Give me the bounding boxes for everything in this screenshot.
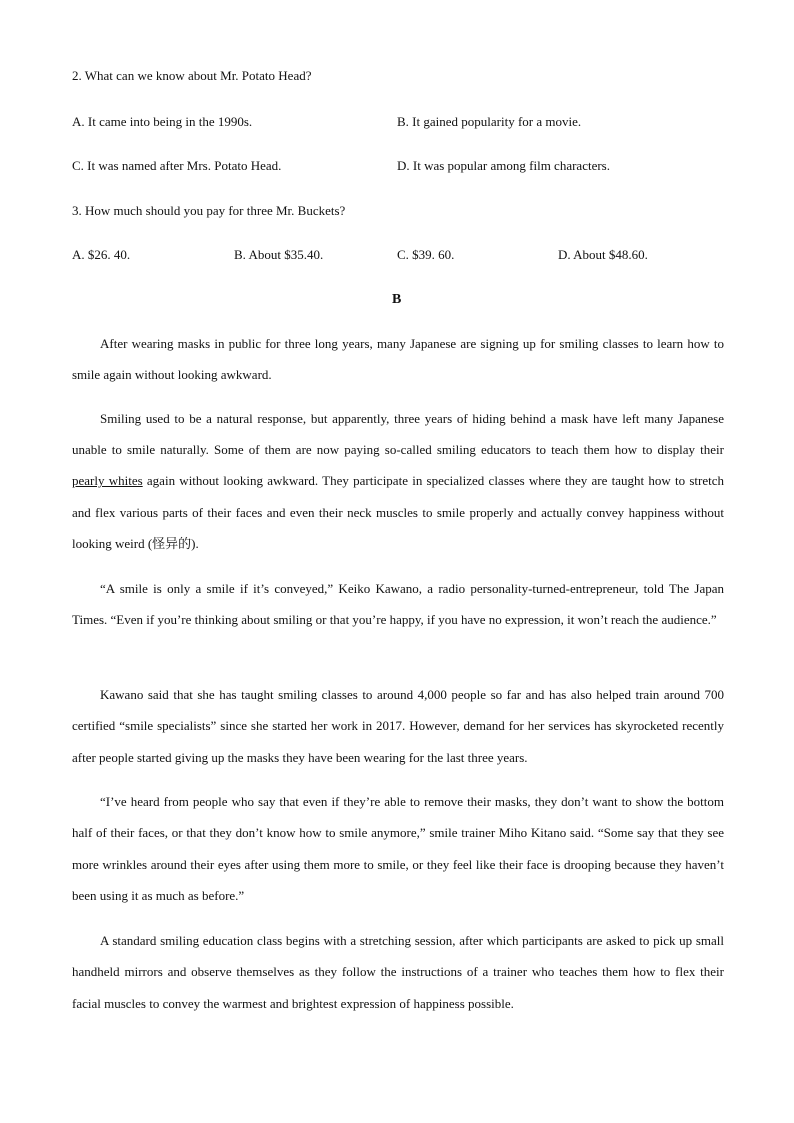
passage-paragraph-4: Kawano said that she has taught smiling classes to around 4,000 people so far and has also helped train around 700 certified “smile specialists” since she started her work in 2017. However, demand for her services has skyrocketed recently after people started giving up the masks they have been wearing for the last three years. bbox=[72, 687, 724, 765]
q2-option-b: B. It gained popularity for a movie. bbox=[397, 114, 582, 129]
paragraph-2-text-start: Smiling used to be a natural response, but apparently, three years of hiding behind a mask have left many Japanese unable to smile naturally. Some of them are now paying so-called smiling educators to teach them how to display their bbox=[72, 411, 724, 458]
q3-option-c: C. $39. 60. bbox=[397, 247, 455, 262]
section-heading: B bbox=[392, 292, 402, 307]
paragraph-2-text-end: again without looking awkward. They participate in specialized classes where they are taught how to stretch and flex various parts of their faces and even their neck muscles to smile properly and actually convey happiness without looking weird (怪异的). bbox=[72, 473, 725, 551]
question-3: 3. How much should you pay for three Mr. Buckets? bbox=[72, 203, 346, 218]
underlined-phrase: pearly whites bbox=[72, 473, 143, 489]
passage-paragraph-3: “A smile is only a smile if it’s conveyed,” Keiko Kawano, a radio personality-turned-entrepreneur, told The Japan Times. “Even if you’re thinking about smiling or that you’re happy, if you have no expression, it won’t reach the audience.” bbox=[72, 581, 724, 628]
passage-paragraph-5: “I’ve heard from people who say that even if they’re able to remove their masks, they don’t want to show the bottom half of their faces, or that they don’t know how to smile anymore,” smile trainer Miho Kitano said. “Some say that they see more wrinkles around their eyes after using them more to smile, or they feel like their face is drooping because they haven’t been using it as much as before.” bbox=[72, 794, 724, 903]
passage-paragraph-2 bbox=[72, 403, 724, 559]
q2-option-d: D. It was popular among film characters. bbox=[397, 158, 610, 173]
q3-option-a: A. $26. 40. bbox=[72, 247, 131, 262]
passage-paragraph-1: After wearing masks in public for three long years, many Japanese are signing up for smiling classes to learn how to smile again without looking awkward. bbox=[72, 336, 724, 383]
q3-option-b: B. About $35.40. bbox=[234, 247, 324, 262]
q2-option-c: C. It was named after Mrs. Potato Head. bbox=[72, 158, 282, 173]
q3-option-d: D. About $48.60. bbox=[558, 247, 648, 262]
q2-option-a: A. It came into being in the 1990s. bbox=[72, 114, 253, 129]
passage-paragraph-6: A standard smiling education class begins with a stretching session, after which participants are asked to pick up small handheld mirrors and observe themselves as they follow the instructions of a trainer who teaches them how to flex their facial muscles to convey the warmest and brightest expression of happiness possible. bbox=[72, 933, 724, 1011]
question-2: 2. What can we know about Mr. Potato Head? bbox=[72, 68, 312, 83]
